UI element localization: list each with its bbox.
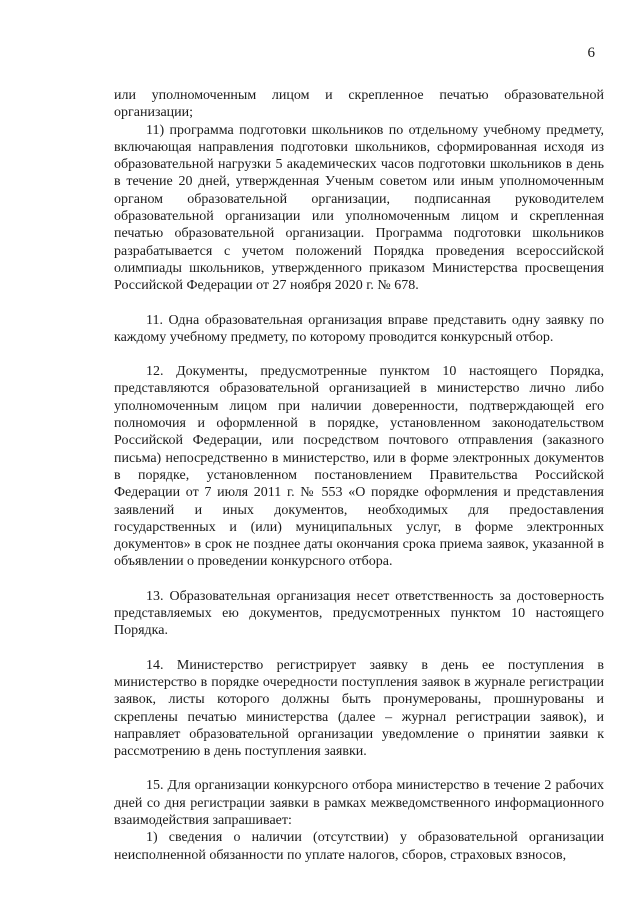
paragraph-section-12: 12. Документы, предусмотренные пунктом 10 настоящего Порядка, представляются образовательной организацией в министерство лично либо уполномоченным лицом при наличии доверенности, подтверждающей его полномочия и оформленной в порядке, установленном законодательством Российской Федерации, или посредством почтового отправления (заказного письма) непосредственно в министерство, или в форме электронных документов в порядке, установленном постановлением Правительства Российской Федерации от 7 июля 2011 г. № 553 «О порядке оформления и представления заявлений и иных документов, необходимых для предоставления государственных и (или) муниципальных услуг, в форме электронных документов» в срок не позднее даты окончания срока приема заявок, указанной в объявлении о проведении конкурсного отбора. (114, 364, 604, 570)
paragraph-section-11: 11. Одна образовательная организация вправе представить одну заявку по каждому учебному предмету, по которому проводится конкурсный отбор. (114, 312, 604, 345)
paragraph-section-15-item-1: 1) сведения о наличии (отсутствии) у образовательной организации неисполненной обязанности по уплате налогов, сборов, страховых взносов, (114, 830, 604, 863)
paragraph-section-14: 14. Министерство регистрирует заявку в день ее поступления в министерство в порядке очередности поступления заявок в журнале регистрации заявок, листы которого должны быть пронумерованы, прошнурованы и скреплены печатью министерства (далее – журнал регистрации заявок), и направляет образовательной организации уведомление о принятии заявки к рассмотрению в день поступления заявки. (114, 657, 604, 760)
page-number: 6 (587, 45, 595, 61)
paragraph-continuation: или уполномоченным лицом и скрепленное печатью образовательной организации; (114, 88, 604, 121)
paragraph-section-13: 13. Образовательная организация несет ответственность за достоверность представляемых ею документов, предусмотренных пунктом 10 настоящего Порядка. (114, 588, 604, 639)
paragraph-section-15: 15. Для организации конкурсного отбора министерство в течение 2 рабочих дней со дня регистрации заявки в рамках межведомственного информационного взаимодействия запрашивает: (114, 778, 604, 828)
document-body (114, 87, 604, 864)
paragraph-item-11: 11) программа подготовки школьников по отдельному учебному предмету, включающая направления подготовки школьников, сформированная исходя из образовательной нагрузки 5 академических часов подготовки школьников в день в течение 20 дней, утвержденная Ученым советом или иным уполномоченным органом образовательной организации, подписанная руководителем образовательной организации или уполномоченным лицом и скрепленная печатью образовательной организации. Программа подготовки школьников разрабатывается с учетом положений Порядка проведения всероссийской олимпиады школьников, утвержденного приказом Министерства просвещения Российской Федерации от 27 ноября 2020 г. № 678. (114, 122, 604, 294)
